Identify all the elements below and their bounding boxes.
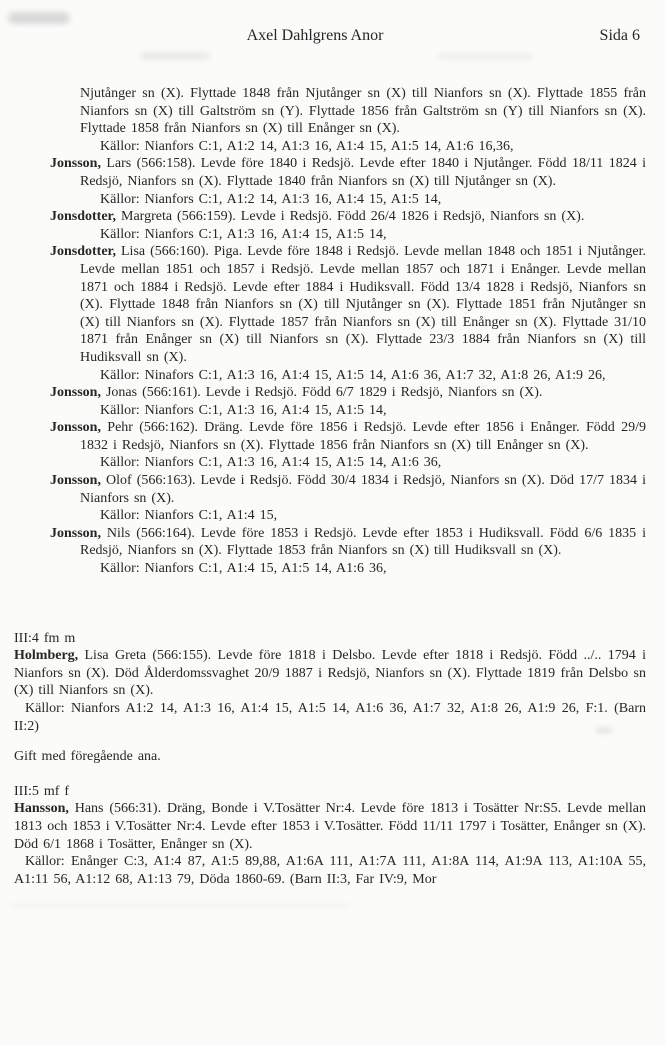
scan-smudge [8, 12, 70, 24]
sources-line: Källor: Nianfors C:1, A1:2 14, A1:3 16, A1:4 15, A1:5 14, [100, 191, 442, 207]
sources-line: Källor: Ninafors C:1, A1:3 16, A1:4 15, A1:5 14, A1:6 36, A1:7 32, A1:8 26, A1:9 26, [100, 367, 606, 383]
sources-line: Källor: Nianfors A1:2 14, A1:3 16, A1:4 15, A1:5 14, A1:6 36, A1:7 32, A1:8 26, A1:9 26, F:1. (Barn II:2) [14, 701, 646, 734]
person-entry [50, 419, 646, 454]
person-entry [50, 155, 646, 190]
person-surname: Hansson, [14, 801, 69, 817]
person-surname: Jonsdotter, [50, 244, 116, 260]
ancestor-section-III-5 [14, 783, 646, 889]
person-entry [14, 647, 646, 700]
page-number: Sida 6 [599, 27, 640, 44]
scan-smudge [140, 52, 210, 60]
document-title: Axel Dahlgrens Anor [246, 27, 384, 44]
person-surname: Jonsson, [50, 525, 101, 541]
person-details: Pehr (566:162). Dräng. Levde före 1856 i Redsjö. Levde efter 1856 i Enånger. Född 29/9 1832 i Redsjö, Nianfors sn (X). Flyttade 1856 från Nianfors sn (X) till Enånger sn (X). [80, 420, 646, 453]
person-surname: Jonsson, [50, 156, 101, 172]
sources-line: Källor: Nianfors C:1, A1:4 15, A1:5 14, A1:6 36, [100, 561, 387, 577]
person-surname: Jonsson, [50, 473, 101, 489]
ancestor-ref-label: III:4 fm m [14, 630, 76, 646]
sources-line: Källor: Nianfors C:1, A1:3 16, A1:4 15, A1:5 14, [100, 402, 387, 418]
person-surname: Holmberg, [14, 648, 79, 664]
section-gap [14, 766, 646, 783]
sources-line: Källor: Nianfors C:1, A1:3 16, A1:4 15, A1:5 14, [100, 226, 387, 242]
person-details: Lars (566:158). Levde före 1840 i Redsjö. Levde efter 1840 i Njutånger. Född 18/11 1824 i Redsjö, Nianfors sn (X). Flyttade 1840 från Nianfors sn (X) till Njutånger sn (X). [80, 156, 646, 189]
continued-paragraph: Njutånger sn (X). Flyttade 1848 från Njutånger sn (X) till Nianfors sn (X). Flyttade 1855 från Nianfors sn (X) till Galtström sn (Y). Flyttade 1856 från Galtström sn (Y) till Nianfors sn (X). Flyttade 1858 från Nianfors sn (X) till Enånger sn (X). [80, 86, 646, 137]
scan-smudge [438, 53, 533, 60]
document-body [14, 85, 646, 888]
marriage-note: Gift med föregående ana. [14, 749, 161, 765]
person-details: Lisa Greta (566:155). Levde före 1818 i Delsbo. Levde efter 1818 i Redsjö. Född ../.. 1794 i Nianfors sn (X). Död Ålderdomssvaghet 20/9 1887 i Redsjö, Nianfors sn (X). Flyttade 1819 från Delsbo sn (X) till Nianfors sn (X). [14, 648, 646, 699]
person-entry [50, 384, 646, 402]
sources-line: Källor: Nianfors C:1, A1:4 15, [100, 508, 278, 524]
ancestor-ref-label: III:5 mf f [14, 783, 70, 799]
person-entry [50, 472, 646, 507]
person-details: Margreta (566:159). Levde i Redsjö. Född 26/4 1826 i Redsjö, Nianfors sn (X). [116, 209, 585, 225]
sources-line: Källor: Nianfors C:1, A1:3 16, A1:4 15, A1:5 14, A1:6 36, [100, 455, 442, 471]
person-details: Nils (566:164). Levde före 1853 i Redsjö. Levde efter 1853 i Hudiksvall. Född 6/6 1835 i Redsjö, Nianfors sn (X). Flyttade 1853 från Nianfors sn (X) till Hudiksvall sn (X). [80, 525, 646, 559]
page-header [14, 27, 646, 49]
person-entry [14, 800, 646, 853]
ancestor-section-III-4 [14, 630, 646, 766]
person-surname: Jonsson, [50, 420, 101, 436]
person-details: Lisa (566:160). Piga. Levde före 1848 i Redsjö. Levde mellan 1848 och 1851 i Njutånger. Levde mellan 1851 och 1857 i Redsjö. Levde mellan 1857 och 1871 i Enånger. Levde mellan 1871 och 1884 i Redsjö. Levde efter 1884 i Hudiksvall. Född 13/4 1828 i Redsjö, Nianfors sn (X). Flyttade 1848 från Nianfors sn (X) till Njutånger sn (X). Flyttade 1851 från Njutånger sn (X) till Nianfors sn (X). Flyttade 1857 från Nianfors sn (X) till Enånger sn (X). Flyttade 31/10 1871 från Enånger sn (X) till Nianfors sn (X). Flyttade 23/3 1884 från Nianfors sn (X) till Hudiksvall sn (X). [80, 244, 646, 365]
sources-line: Källor: Enånger C:3, A1:4 87, A1:5 89,88, A1:6A 111, A1:7A 111, A1:8A 114, A1:9A 113, A1:10A 55, A1:11 56, A1:12 68, A1:13 79, Döda 1860-69. (Barn II:3, Far IV:9, Mor [14, 854, 646, 887]
children-entries-block [50, 85, 646, 578]
person-details: Olof (566:163). Levde i Redsjö. Född 30/4 1834 i Redsjö, Nianfors sn (X). Död 17/7 1834 i Nianfors sn (X). [80, 473, 646, 506]
sources-line: Källor: Nianfors C:1, A1:2 14, A1:3 16, A1:4 15, A1:5 14, A1:6 16,36, [100, 138, 514, 154]
person-entry [50, 208, 646, 226]
person-entry [50, 243, 646, 366]
person-details: Jonas (566:161). Levde i Redsjö. Född 6/7 1829 i Redsjö, Nianfors sn (X). [100, 385, 543, 401]
person-entry [50, 525, 646, 560]
person-surname: Jonsson, [50, 385, 101, 401]
section-gap [14, 578, 646, 630]
person-surname: Jonsdotter, [50, 209, 116, 225]
person-details: Hans (566:31). Dräng, Bonde i V.Tosätter Nr:4. Levde före 1813 i Tosätter Nr:S5. Levde mellan 1813 och 1853 i V.Tosätter Nr:4. Levde efter 1853 i V.Tosätter. Född 11/11 1797 i Tosätter, Enånger sn (X). Död 6/1 1868 i Tosätter, Enånger sn (X). [14, 801, 646, 852]
scan-smudge [10, 903, 350, 908]
